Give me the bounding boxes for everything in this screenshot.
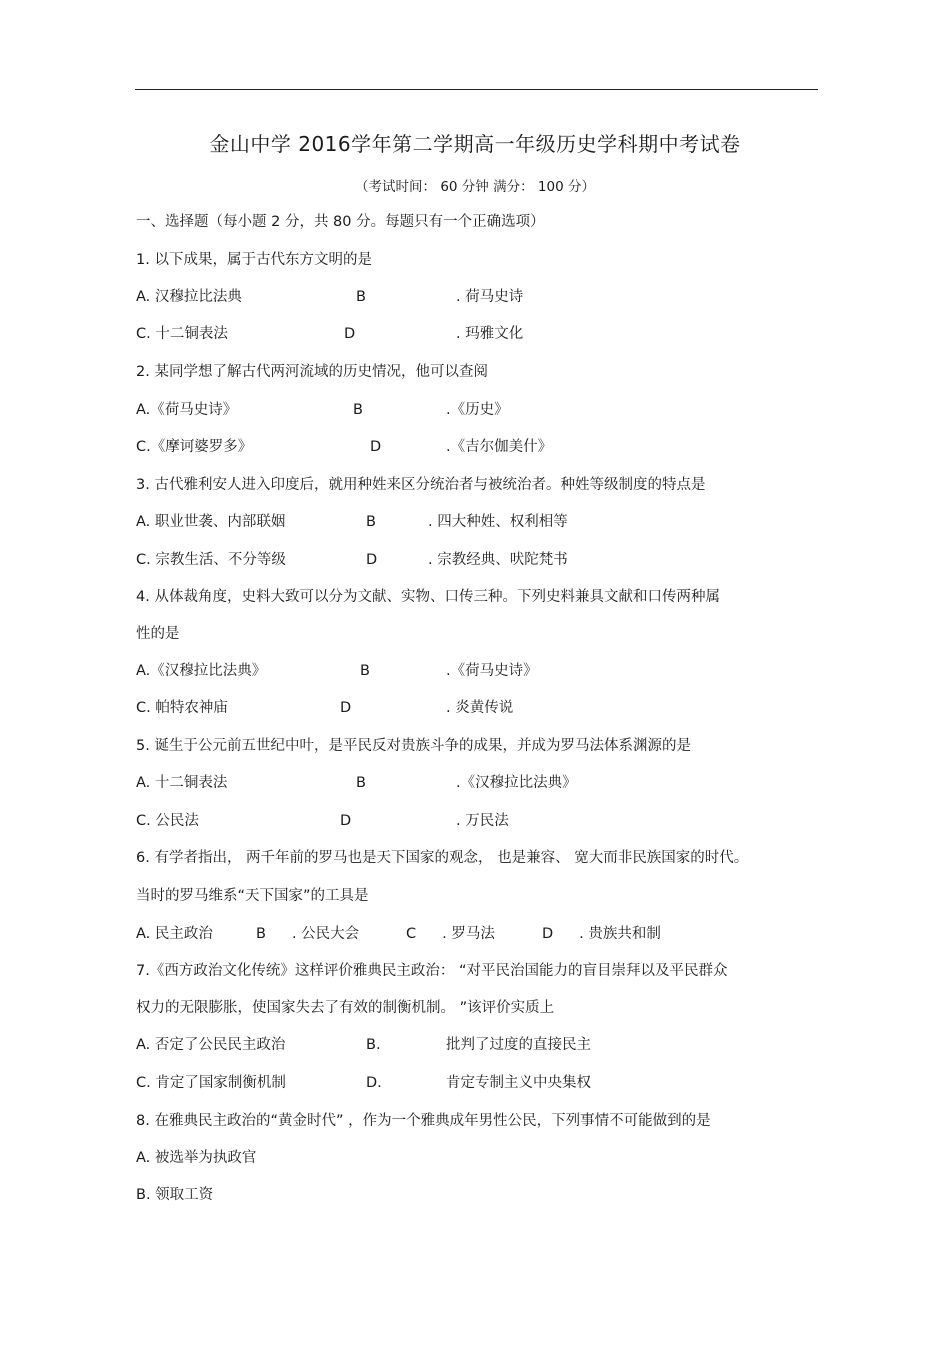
question-4-stem: 4. 从体裁角度，史料大致可以分为文献、实物、口传三种。下列史料兼具文献和口传两种属 — [136, 589, 720, 605]
question-2-option-a: A.《荷马史诗》 — [136, 402, 238, 418]
question-2-option-b-text: .《历史》 — [446, 402, 509, 418]
question-1-option-d-text: . 玛雅文化 — [456, 326, 524, 342]
question-3-option-d-letter: D — [366, 552, 378, 568]
question-7-stem: 7.《西方政治文化传统》这样评价雅典民主政治： “对平民治国能力的盲目崇拜以及平民群众 — [136, 963, 728, 979]
question-5-option-c: C. 公民法 — [136, 813, 199, 829]
question-3-stem: 3. 古代雅利安人进入印度后，就用种姓来区分统治者与被统治者。种姓等级制度的特点是 — [136, 477, 706, 493]
question-3-option-b-letter: B — [366, 514, 376, 530]
question-3-option-a: A. 职业世袭、内部联姻 — [136, 514, 286, 530]
question-7-option-b-letter: B. — [366, 1037, 381, 1053]
question-1-option-a: A. 汉穆拉比法典 — [136, 289, 242, 305]
question-8-stem: 8. 在雅典民主政治的“黄金时代” ，作为一个雅典成年男性公民，下列事情不可能做到的是 — [136, 1113, 711, 1129]
question-7-option-a: A. 否定了公民民主政治 — [136, 1037, 286, 1053]
question-2-option-d-letter: D — [370, 439, 382, 455]
question-4-option-d-text: . 炎黄传说 — [446, 700, 514, 716]
exam-info: （考试时间： 60 分钟 满分： 100 分） — [355, 179, 595, 195]
question-4-option-b-text: .《荷马史诗》 — [446, 663, 538, 679]
question-7-option-d-text: 肯定专制主义中央集权 — [446, 1075, 591, 1091]
question-5-stem: 5. 诞生于公元前五世纪中叶，是平民反对贵族斗争的成果，并成为罗马法体系渊源的是 — [136, 738, 691, 754]
question-4-option-d-letter: D — [340, 700, 352, 716]
question-5-option-b-letter: B — [356, 775, 366, 791]
question-3-option-c: C. 宗教生活、不分等级 — [136, 552, 286, 568]
question-4-stem-cont: 性的是 — [136, 626, 180, 642]
question-1-stem: 1. 以下成果，属于古代东方文明的是 — [136, 252, 372, 268]
question-1-option-d-letter: D — [344, 326, 356, 342]
question-6-option-c: C . 罗马法 — [406, 926, 495, 942]
question-5-option-a: A. 十二铜表法 — [136, 775, 228, 791]
question-2-option-c: C.《摩诃婆罗多》 — [136, 439, 253, 455]
question-4-option-c: C. 帕特农神庙 — [136, 700, 228, 716]
question-6-option-b: B . 公民大会 — [256, 926, 360, 942]
question-6-stem-cont: 当时的罗马维系“天下国家”的工具是 — [136, 888, 369, 904]
section-heading: 一、选择题（每小题 2 分，共 80 分。每题只有一个正确选项） — [136, 214, 545, 230]
question-5-option-b-text: .《汉穆拉比法典》 — [456, 775, 577, 791]
page-title: 金山中学 2016学年第二学期高一年级历史学科期中考试卷 — [209, 132, 741, 156]
question-5-option-d-text: . 万民法 — [456, 813, 509, 829]
question-8-option-a: A. 被选举为执政官 — [136, 1150, 257, 1166]
question-8-option-b: B. 领取工资 — [136, 1187, 214, 1203]
question-4-option-b-letter: B — [360, 663, 370, 679]
question-3-option-b-text: . 四大种姓、权利相等 — [428, 514, 568, 530]
question-7-stem-cont: 权力的无限膨胀，使国家失去了有效的制衡机制。 ”该评价实质上 — [136, 1000, 555, 1016]
question-6-option-d: D . 贵族共和制 — [542, 926, 661, 942]
question-1-option-b-text: . 荷马史诗 — [456, 289, 524, 305]
question-1-option-b-letter: B — [356, 289, 366, 305]
question-5-option-d-letter: D — [340, 813, 352, 829]
question-1-option-c: C. 十二铜表法 — [136, 326, 228, 342]
question-6-option-a: A. 民主政治 — [136, 926, 213, 942]
question-2-option-d-text: .《吉尔伽美什》 — [446, 439, 553, 455]
question-6-stem: 6. 有学者指出， 两千年前的罗马也是天下国家的观念， 也是兼容、 宽大而非民族国家的时代。 — [136, 850, 749, 866]
question-7-option-d-letter: D. — [366, 1075, 382, 1091]
question-4-option-a: A.《汉穆拉比法典》 — [136, 663, 267, 679]
question-2-option-b-letter: B — [353, 402, 363, 418]
question-7-option-b-text: 批判了过度的直接民主 — [446, 1037, 591, 1053]
question-7-option-c: C. 肯定了国家制衡机制 — [136, 1075, 286, 1091]
question-2-stem: 2. 某同学想了解古代两河流域的历史情况，他可以查阅 — [136, 364, 488, 380]
top-rule — [135, 89, 818, 90]
question-3-option-d-text: . 宗教经典、吠陀梵书 — [428, 552, 568, 568]
